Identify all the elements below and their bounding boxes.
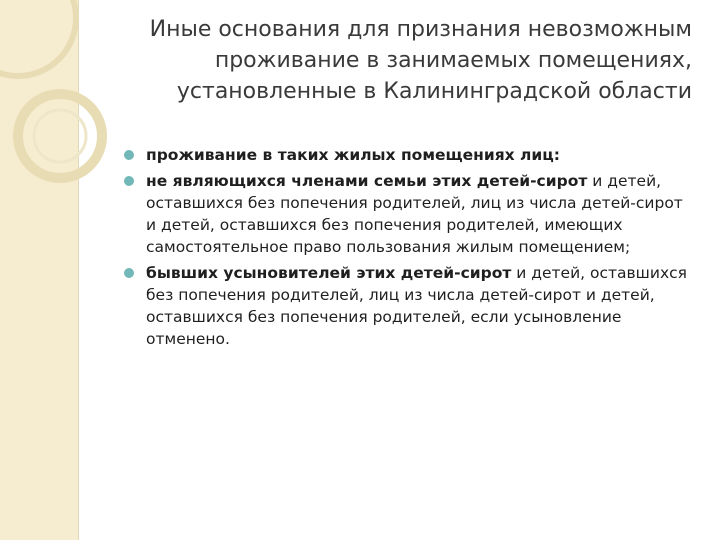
- bullet-item: [122, 144, 692, 166]
- slide-title: Иные основания для признания невозможным проживание в занимаемых помещениях, установленные в Калининградской области: [149, 17, 692, 104]
- bullet-dot-icon: [124, 176, 134, 186]
- bullet-text: и детей, оставшихся без попечения родителей, лиц из числа детей-сирот и детей, оставшихся без попечения родителей, если усыновление отменено.: [146, 264, 687, 348]
- bullet-text: и детей, оставшихся без попечения родителей, лиц из числа детей-сирот и детей, оставшихся без попечения родителей, имеющих самостоятельное право пользования жилым помещением;: [146, 172, 683, 256]
- bullet-bold-text: не являющихся членами семьи этих детей-сирот: [146, 172, 588, 190]
- bullet-item: [122, 170, 692, 258]
- bullet-item: [122, 262, 692, 350]
- bullet-bold-text: бывших усыновителей этих детей-сирот: [146, 264, 512, 282]
- bullet-dot-icon: [124, 268, 134, 278]
- bullet-dot-icon: [124, 150, 134, 160]
- bullet-list: [122, 144, 692, 354]
- bullet-bold-text: проживание в таких жилых помещениях лиц:: [146, 146, 560, 164]
